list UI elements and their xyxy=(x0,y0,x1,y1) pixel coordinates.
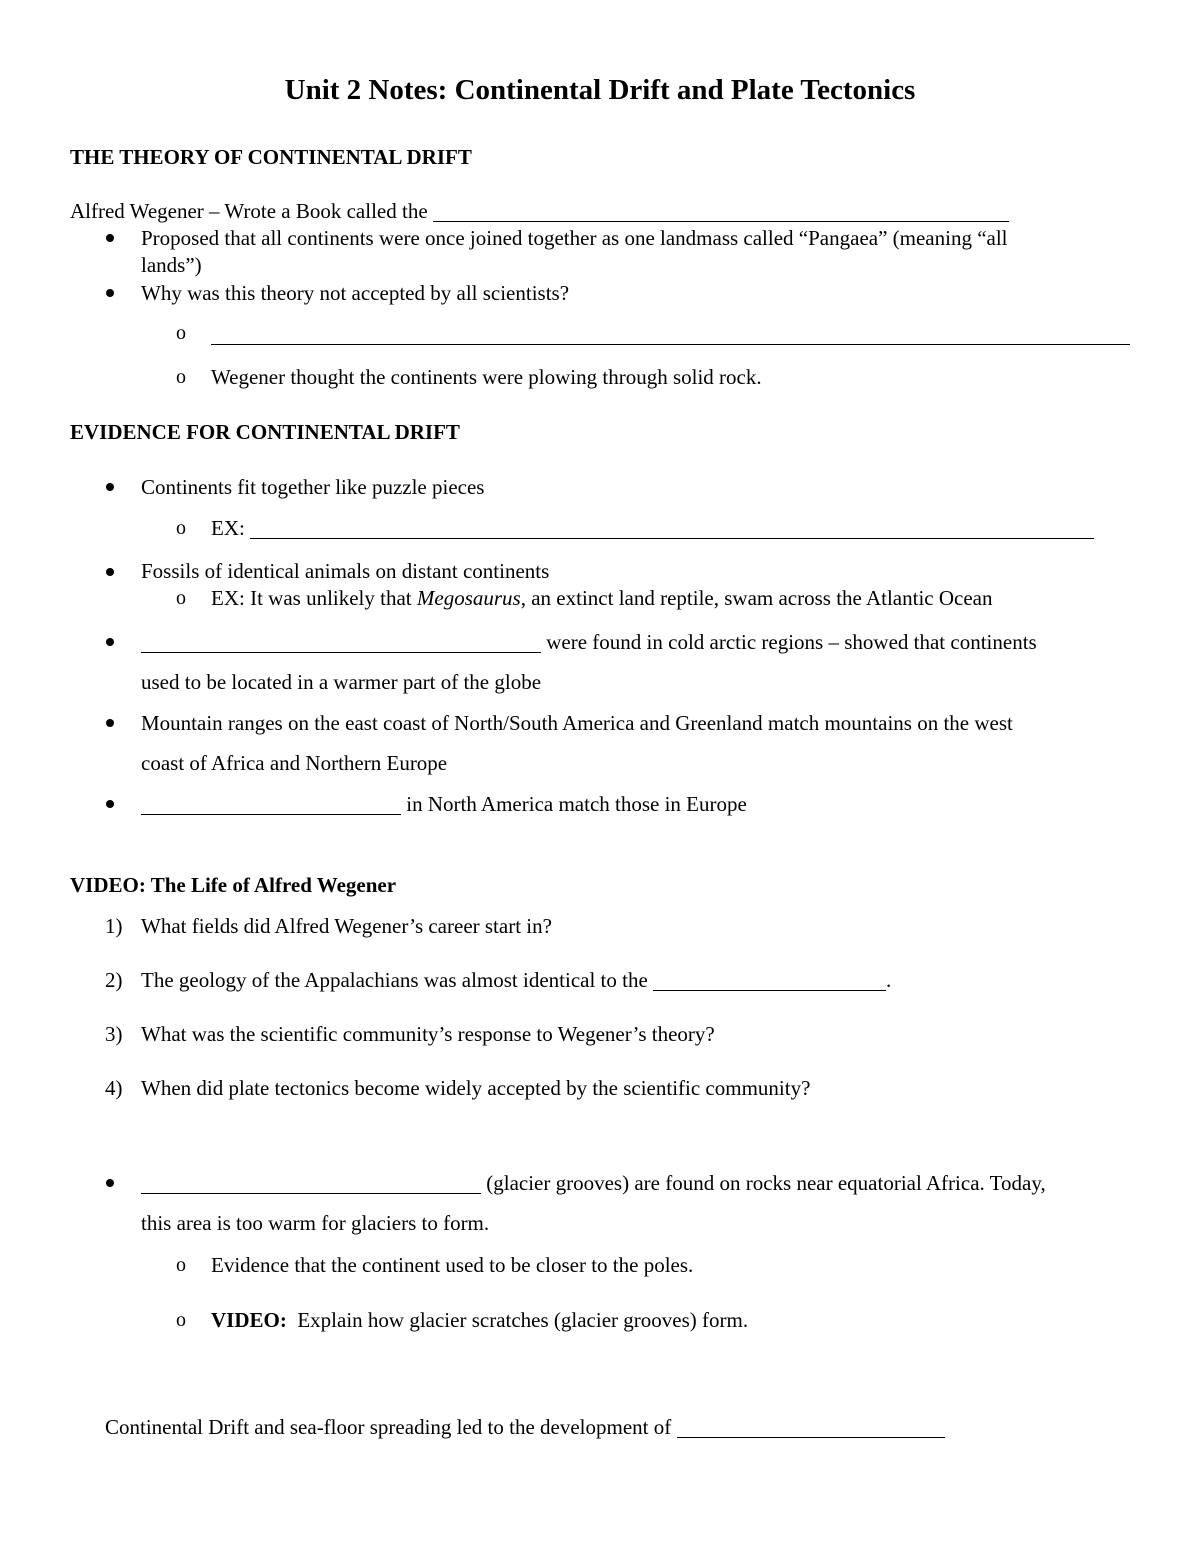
intro-line xyxy=(70,201,1009,222)
bullet-text: in North America match those in Europe xyxy=(406,792,747,816)
sub-bullet-line xyxy=(211,1310,748,1331)
bullet-dot xyxy=(106,719,114,727)
bullet-dot xyxy=(106,568,114,576)
question-number: 4) xyxy=(105,1076,123,1100)
bullet-text: Why was this theory not accepted by all scientists? xyxy=(141,281,570,305)
sub-bullet-line xyxy=(211,518,1094,539)
bullet-dot xyxy=(106,638,114,646)
bullet-line xyxy=(141,794,747,815)
question-text: The geology of the Appalachians was almost identical to the xyxy=(141,968,648,992)
question-suffix: . xyxy=(886,968,892,992)
sub-bullet-text: Evidence that the continent used to be closer to the poles. xyxy=(211,1253,694,1277)
sub-bullet-icon: o xyxy=(176,587,186,609)
sub-bullet-icon: o xyxy=(176,366,186,388)
bullet-text: Proposed that all continents were once joined together as one landmass called “Pangaea” (meaning “all xyxy=(141,226,1008,250)
ex-label: EX: xyxy=(211,516,245,540)
bullet-text: Mountain ranges on the east coast of North/South America and Greenland match mountains on the west xyxy=(141,711,1013,735)
bullet-text: Fossils of identical animals on distant continents xyxy=(141,559,550,583)
bullet-line xyxy=(141,1173,1046,1194)
plate-tectonics-blank[interactable] xyxy=(677,1417,945,1438)
bullet-text: lands”) xyxy=(141,253,202,277)
section-heading-video: VIDEO: The Life of Alfred Wegener xyxy=(70,873,397,897)
sub-bullet-text: , an extinct land reptile, swam across the Atlantic Ocean xyxy=(520,586,993,610)
book-title-blank[interactable] xyxy=(433,201,1009,222)
sub-bullet-icon: o xyxy=(176,1254,186,1276)
rock-formations-blank[interactable] xyxy=(141,794,401,815)
question-text: What was the scientific community’s response to Wegener’s theory? xyxy=(141,1022,715,1046)
sub-bullet-icon: o xyxy=(176,1309,186,1331)
sub-bullet-text: EX: It was unlikely that xyxy=(211,586,412,610)
bullet-dot xyxy=(106,800,114,808)
reason-blank[interactable] xyxy=(211,324,1130,345)
bullet-text: (glacier grooves) are found on rocks near equatorial Africa. Today, xyxy=(486,1171,1046,1195)
intro-text: Alfred Wegener – Wrote a Book called the xyxy=(70,199,428,223)
sub-bullet-line xyxy=(211,588,993,609)
sub-bullet-text: Wegener thought the continents were plowing through solid rock. xyxy=(211,365,762,389)
question-line xyxy=(141,970,891,991)
bullet-text: used to be located in a warmer part of the globe xyxy=(141,670,542,694)
question-text: When did plate tectonics become widely accepted by the scientific community? xyxy=(141,1076,811,1100)
sub-bullet-icon: o xyxy=(176,322,186,344)
answer-line xyxy=(211,324,1130,345)
section-heading-theory: THE THEORY OF CONTINENTAL DRIFT xyxy=(70,145,472,169)
puzzle-example-blank[interactable] xyxy=(250,518,1094,539)
bullet-dot xyxy=(106,483,114,491)
footer-line xyxy=(105,1417,945,1438)
question-number: 2) xyxy=(105,968,123,992)
bullet-text: this area is too warm for glaciers to form. xyxy=(141,1211,490,1235)
bullet-text: coast of Africa and Northern Europe xyxy=(141,751,448,775)
megosaurus-term: Megosaurus xyxy=(416,586,521,610)
question-text: What fields did Alfred Wegener’s career start in? xyxy=(141,914,552,938)
bullet-text: Continents fit together like puzzle pieces xyxy=(141,475,485,499)
bullet-dot xyxy=(106,1179,114,1187)
question-number: 1) xyxy=(105,914,123,938)
glacier-scratches-blank[interactable] xyxy=(141,1173,481,1194)
sub-bullet-icon: o xyxy=(176,517,186,539)
bullet-line xyxy=(141,632,1037,653)
bullet-dot xyxy=(106,289,114,297)
appalachians-blank[interactable] xyxy=(653,970,886,991)
sub-bullet-text: Explain how glacier scratches (glacier grooves) form. xyxy=(297,1308,749,1332)
video-label: VIDEO: xyxy=(211,1308,287,1332)
arctic-fossils-blank[interactable] xyxy=(141,632,541,653)
page-title: Unit 2 Notes: Continental Drift and Plate Tectonics xyxy=(284,74,916,106)
question-number: 3) xyxy=(105,1022,123,1046)
bullet-text: were found in cold arctic regions – showed that continents xyxy=(546,630,1037,654)
footer-text: Continental Drift and sea-floor spreading led to the development of xyxy=(105,1415,672,1439)
bullet-dot xyxy=(106,234,114,242)
section-heading-evidence: EVIDENCE FOR CONTINENTAL DRIFT xyxy=(70,420,460,444)
